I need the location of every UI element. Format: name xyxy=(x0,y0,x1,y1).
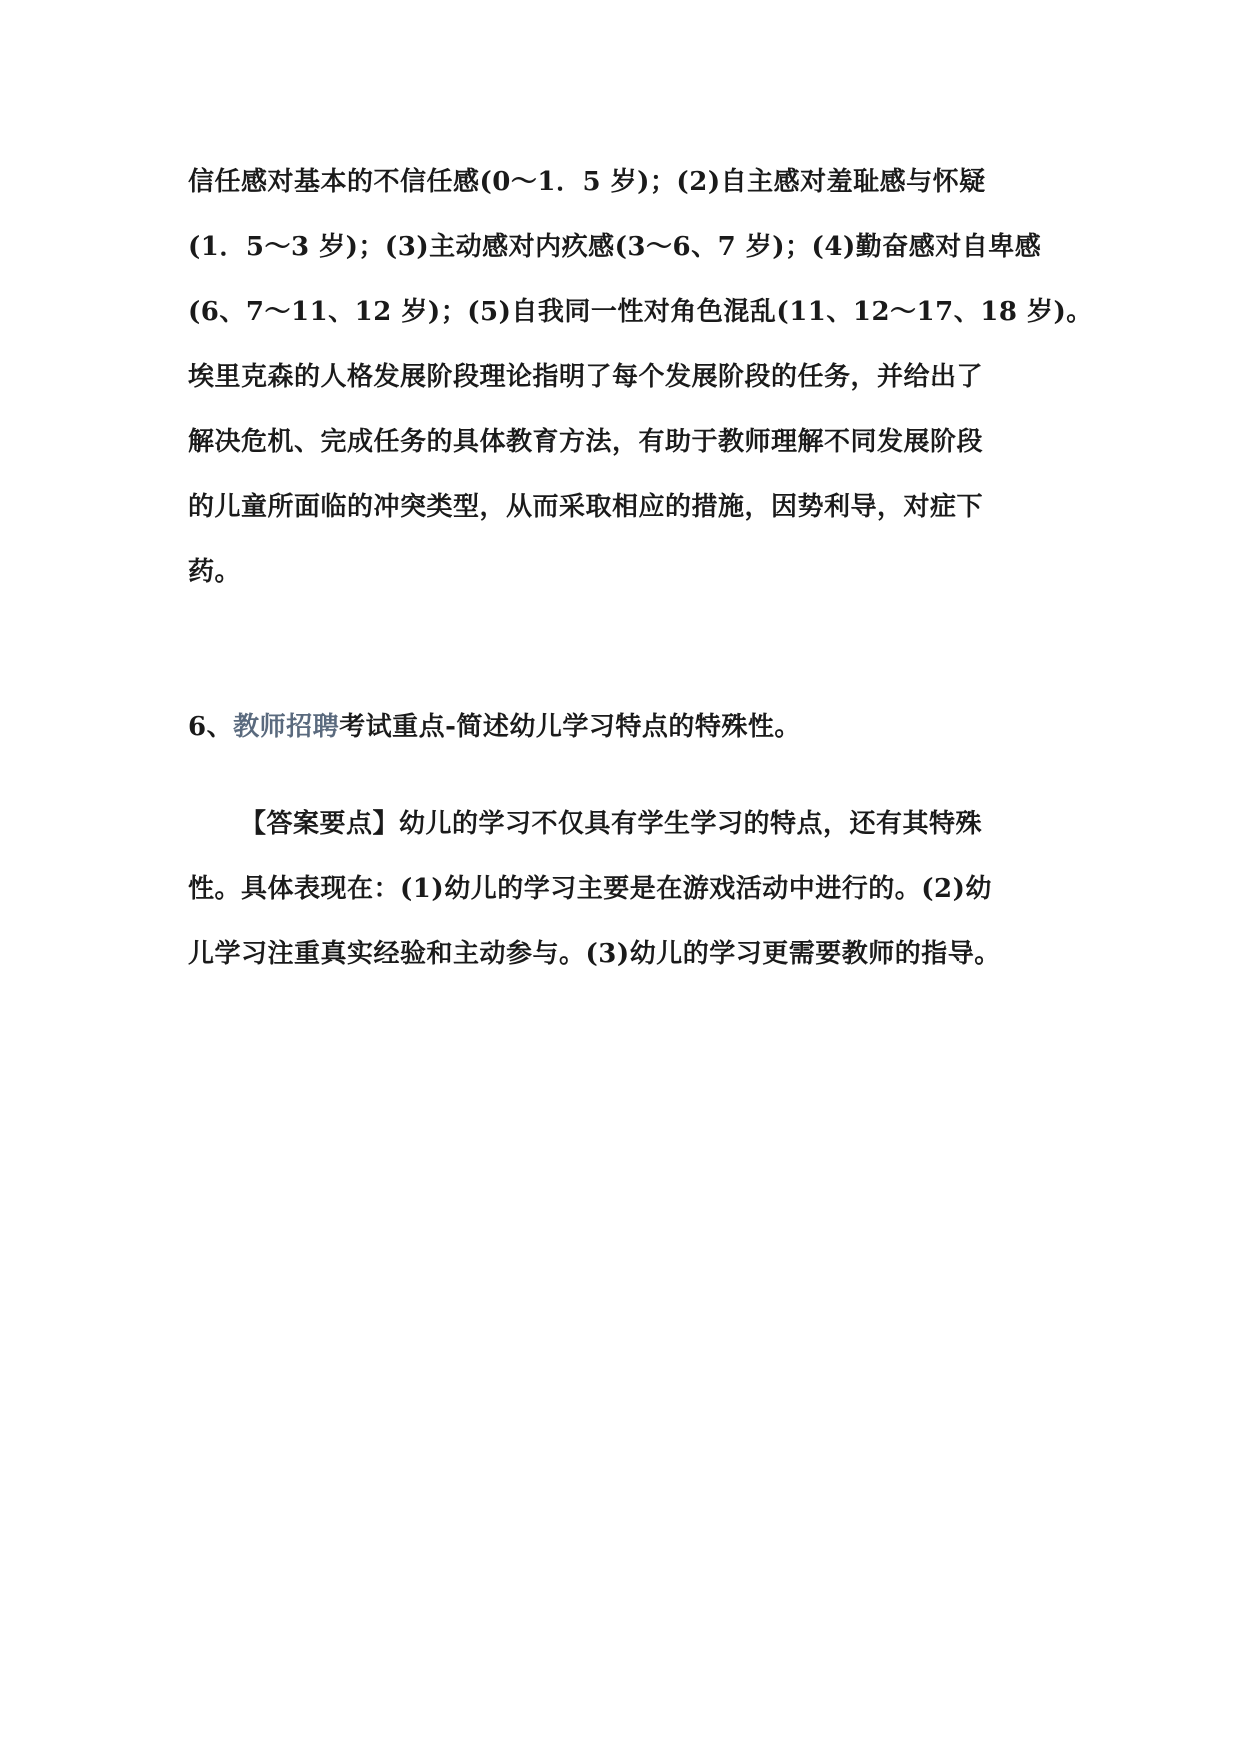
answer-line: 性。具体表现在：(1)幼儿的学习主要是在游戏活动中进行的。(2)幼 xyxy=(188,874,992,904)
paragraph-line: (6、7～11、12 岁)；(5)自我同一性对角色混乱(11、12～17、18 岁)。 xyxy=(188,297,1093,327)
question-number: 6、 xyxy=(188,712,234,742)
paragraph-line: 埃里克森的人格发展阶段理论指明了每个发展阶段的任务，并给出了 xyxy=(188,362,984,392)
paragraph-line: 信任感对基本的不信任感(0～1．5 岁)；(2)自主感对羞耻感与怀疑 xyxy=(188,167,986,197)
question-line xyxy=(188,695,1058,760)
answer-line: 儿学习注重真实经验和主动参与。(3)幼儿的学习更需要教师的指导。 xyxy=(188,939,1001,969)
teacher-recruitment-link[interactable]: 教师招聘 xyxy=(233,712,340,742)
paragraph-line: 的儿童所面临的冲突类型，从而采取相应的措施，因势利导，对症下 xyxy=(188,492,984,522)
answer-line: 【答案要点】幼儿的学习不仅具有学生学习的特点，还有其特殊 xyxy=(240,809,983,839)
paragraph-erikson-stages xyxy=(188,150,1093,605)
paragraph-line: 解决危机、完成任务的具体教育方法，有助于教师理解不同发展阶段 xyxy=(188,427,984,457)
answer-paragraph xyxy=(188,792,1058,987)
paragraph-line: 药。 xyxy=(188,557,242,587)
question-text: 考试重点-简述幼儿学习特点的特殊性。 xyxy=(339,712,801,742)
paragraph-line: (1．5～3 岁)；(3)主动感对内疚感(3～6、7 岁)；(4)勤奋感对自卑感 xyxy=(188,232,1042,262)
question-heading xyxy=(188,695,1058,760)
